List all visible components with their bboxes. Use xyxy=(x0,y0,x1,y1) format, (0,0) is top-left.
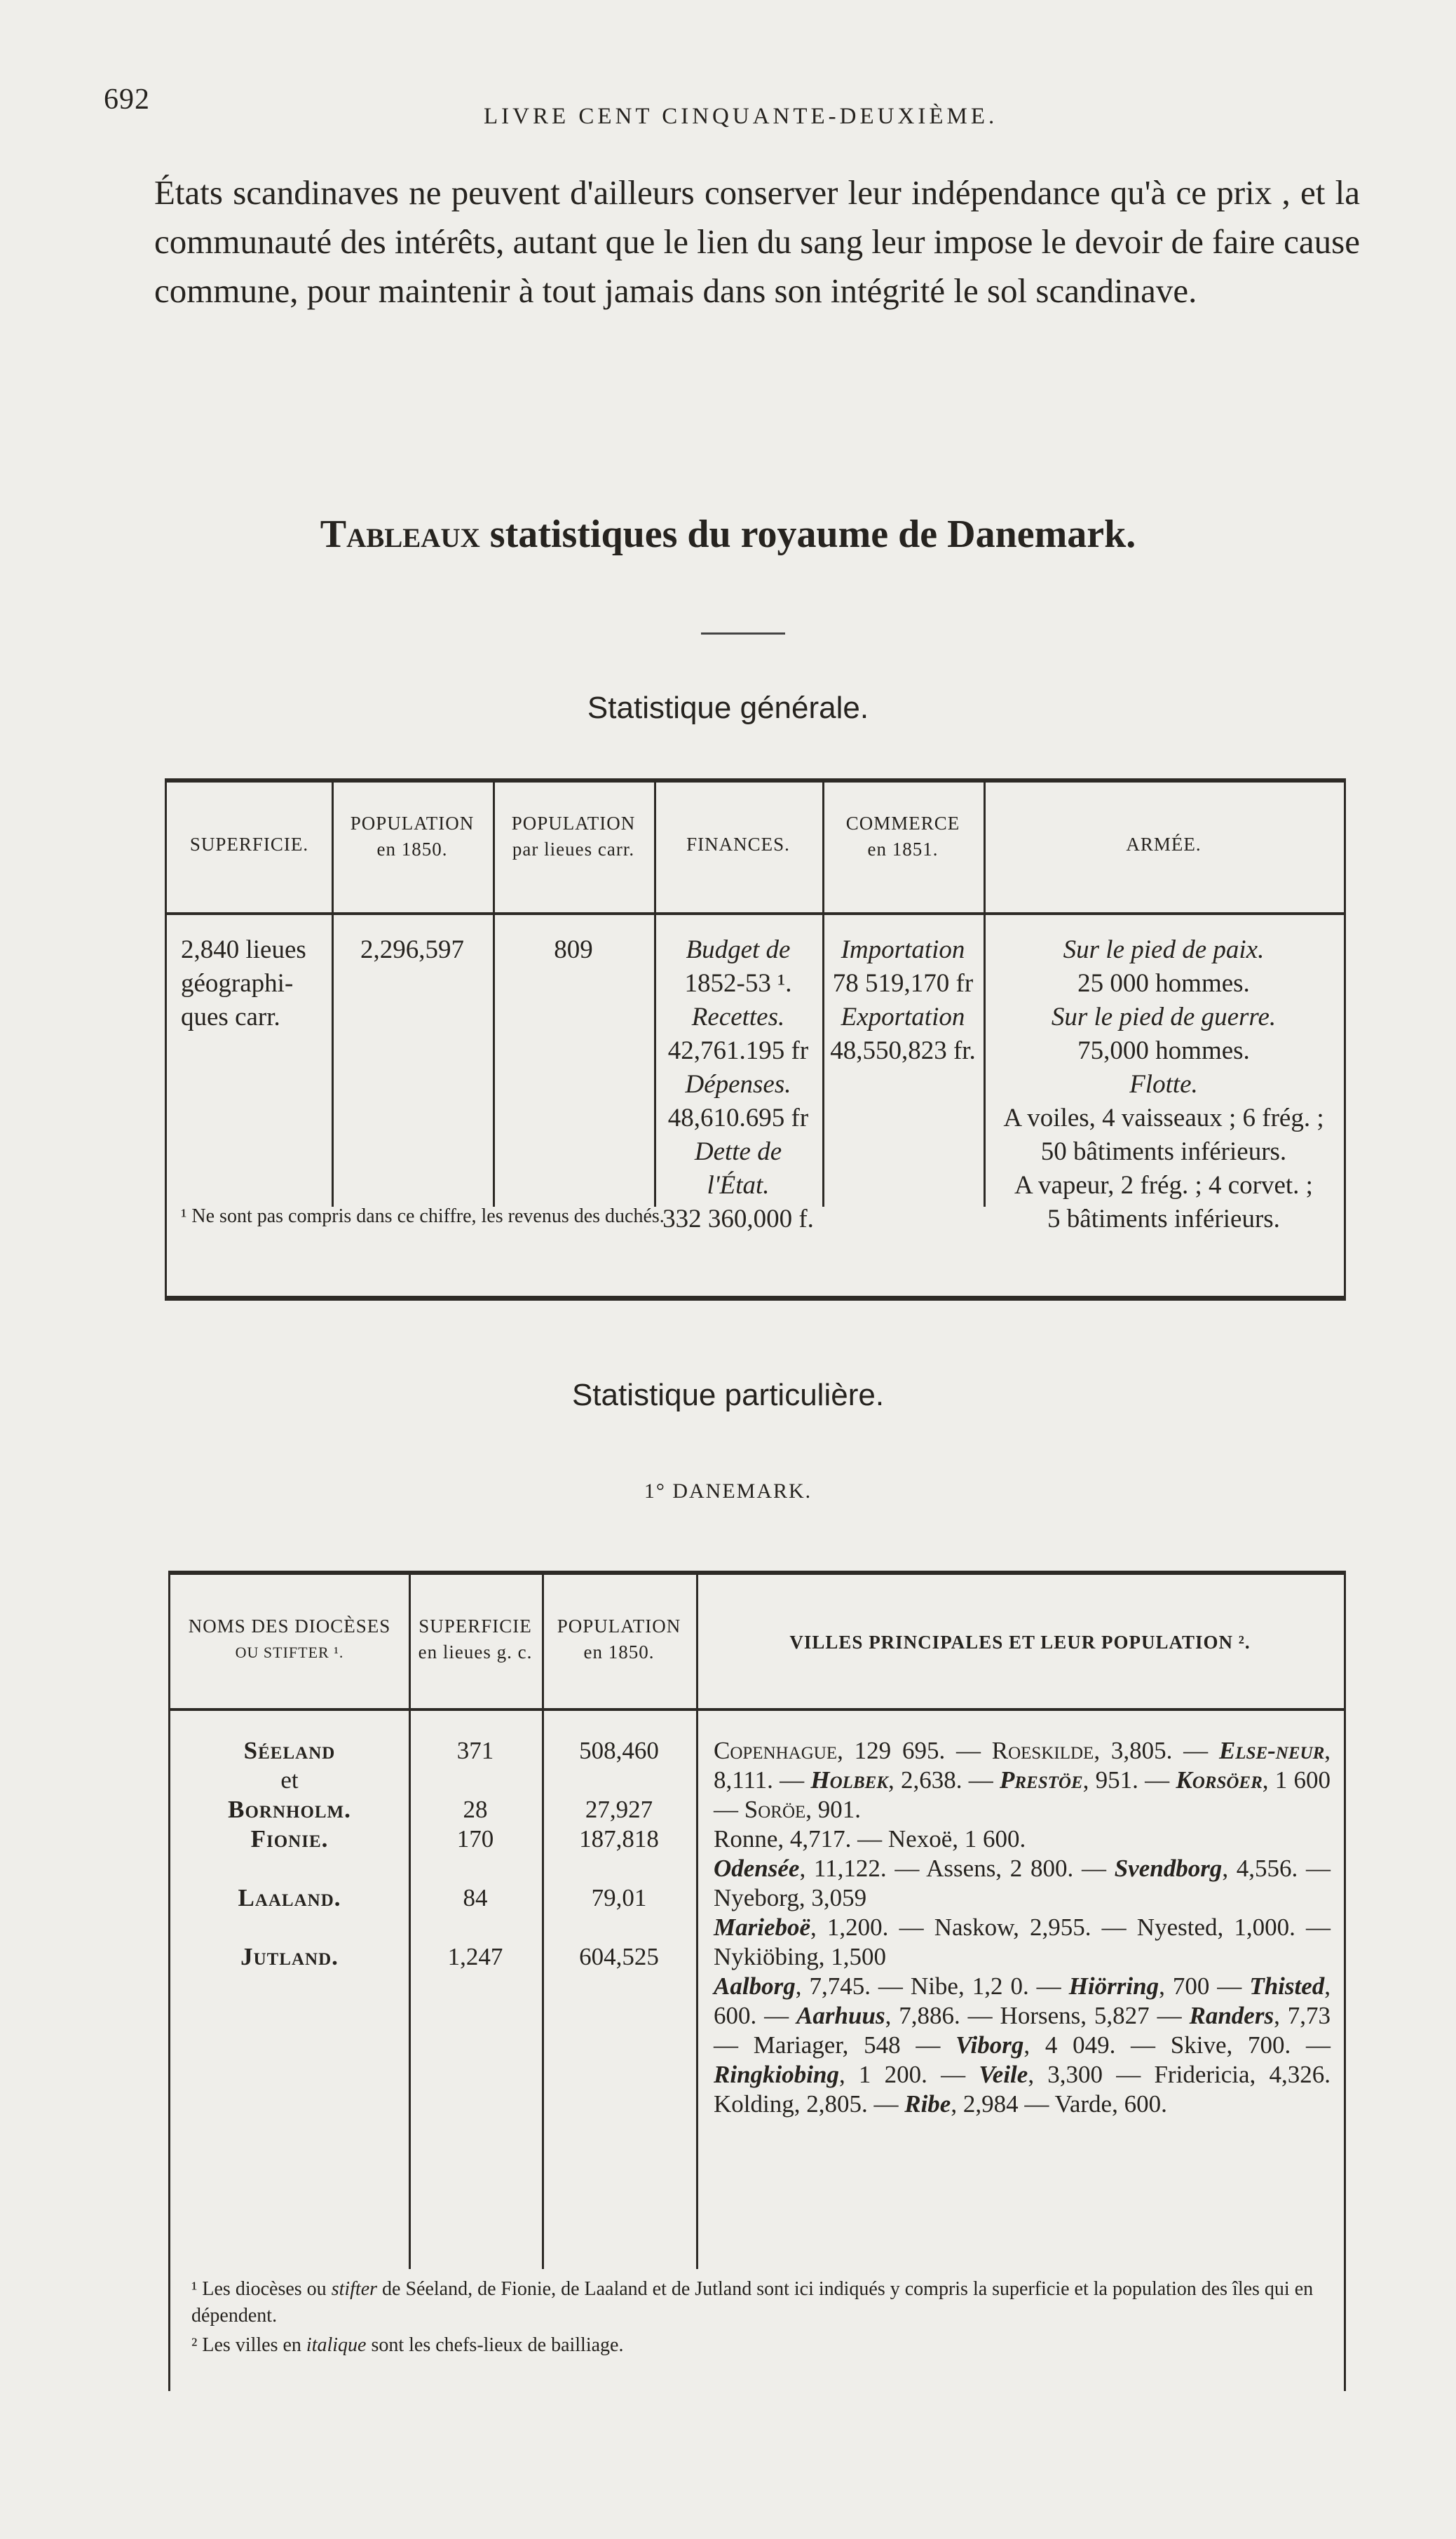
header-superficie: SUPERFICIE. xyxy=(189,834,309,855)
superficie-fionie: 170 xyxy=(456,1825,494,1853)
denmark-dioceses-table xyxy=(168,1571,1346,2391)
section-title-general: Statistique générale. xyxy=(587,691,869,725)
population-seeland: 508,460 xyxy=(579,1737,659,1764)
header-rule xyxy=(167,912,1344,915)
table1-footnote: ¹ Ne sont pas compris dans ce chiffre, les revenus des duchés. xyxy=(181,1205,665,1227)
main-title xyxy=(0,512,1456,557)
diocese-laaland: Laaland. xyxy=(238,1884,341,1911)
header-population-1850: POPULATION en 1850. xyxy=(350,813,475,860)
table2-body xyxy=(170,1736,1344,2283)
main-title-prefix: Tableaux xyxy=(320,513,480,556)
towns-fionie: Odensée, 11,122. — Assens, 2 800. — Svendborg, 4,556. — Nyeborg, 3,059 xyxy=(714,1855,1331,1911)
superficie-laaland: 84 xyxy=(463,1884,488,1911)
towns-bornholm: Ronne, 4,717. — Nexoë, 1 600. xyxy=(714,1825,1026,1853)
superficie-jutland: 1,247 xyxy=(447,1943,503,1970)
header-rule xyxy=(170,1708,1344,1711)
intro-paragraph: États scandinaves ne peuvent d'ailleurs conserver leur indépendance qu'à ce prix , et la communauté des intérêts, autant que le lien du sang leur impose le devoir de faire cause commune, pour maintenir à tout jamais dans son intégrité le sol scandinave. xyxy=(154,173,1360,310)
towns-jutland: Aalborg, 7,745. — Nibe, 1,2 0. — Hiörring, 700 — Thisted, 600. — Aarhuus, 7,886. — Horsens, 5,827 — Randers, 7,73 — Mariager, 548 — Viborg, 4 049. — Skive, 700. — Ringkiobing, 1 200. — Veile, 3,300 — Fridericia, 4,326. Kolding, 2,805. — Ribe, 2,984 — Varde, 600. xyxy=(714,1972,1331,2118)
cell-finances: Budget de 1852-53 ¹. Recettes. 42,761.195 fr Dépenses. 48,610.695 fr Dette de l'État. 332 360,000 f. xyxy=(662,935,814,1233)
towns-seeland: Copenhague, 129 695. — Roeskilde, 3,805. — Else-neur, 8,111. — Holbek, 2,638. — Prestöe, 951. — Korsöer, 1 600 — Soröe, 901. xyxy=(714,1737,1331,1823)
population-jutland: 604,525 xyxy=(579,1943,659,1970)
towns-laaland: Marieboë, 1,200. — Naskow, 2,955. — Nyested, 1,000. — Nykiöbing, 1,500 xyxy=(714,1914,1331,1970)
diocese-bornholm: Bornholm. xyxy=(228,1796,351,1823)
population-bornholm: 27,927 xyxy=(585,1796,653,1823)
superficie-bornholm: 28 xyxy=(463,1796,488,1823)
superficie-seeland: 371 xyxy=(456,1737,494,1764)
diocese-seeland: Séeland xyxy=(243,1737,336,1764)
header-armee: ARMÉE. xyxy=(1126,834,1202,855)
general-statistics-table xyxy=(165,778,1346,1301)
towns-list xyxy=(714,1736,1331,2119)
running-head: LIVRE CENT CINQUANTE-DEUXIÈME. xyxy=(484,104,998,129)
cell-population-1850: 2,296,597 xyxy=(360,935,464,964)
table2-footnote-2: ² Les villes en italique sont les chefs-lieux de bailliage. xyxy=(191,2334,624,2356)
population-fionie: 187,818 xyxy=(579,1825,659,1853)
cell-commerce: Importation 78 519,170 fr Exportation 48,550,823 fr. xyxy=(830,935,976,1065)
header-finances: FINANCES. xyxy=(686,834,790,855)
header-commerce: COMMERCE en 1851. xyxy=(845,813,960,860)
cell-armee: Sur le pied de paix. 25 000 hommes. Sur le pied de guerre. 75,000 hommes. Flotte. A voiles, 4 vaisseaux ; 6 frég. ; 50 bâtiments inférieurs. A vapeur, 2 frég. ; 4 corvet. ; 5 bâtiments inférieurs. xyxy=(1003,935,1324,1233)
section-subtitle-danemark: 1° DANEMARK. xyxy=(644,1480,812,1503)
header-population: POPULATION en 1850. xyxy=(557,1616,681,1663)
table2-footnote-1: ¹ Les diocèses ou stifter de Séeland, de Fionie, de Laaland et de Jutland sont ici indiqués y compris la superficie et la population des îles qui en dépendent. xyxy=(191,2278,1314,2327)
page-number: 692 xyxy=(104,83,150,116)
population-laaland: 79,01 xyxy=(591,1884,647,1911)
header-superficie: SUPERFICIE en lieues g. c. xyxy=(418,1616,533,1663)
diocese-fionie: Fionie. xyxy=(250,1825,329,1853)
cell-population-per-lieue: 809 xyxy=(554,935,593,964)
section-title-particular: Statistique particulière. xyxy=(571,1378,885,1412)
diocese-et: et xyxy=(280,1766,299,1794)
header-dioceses: NOMS DES DIOCÈSES OU STIFTER ¹. xyxy=(188,1616,391,1661)
title-divider xyxy=(701,632,785,635)
header-villes: VILLES PRINCIPALES ET LEUR POPULATION ². xyxy=(789,1632,1251,1653)
main-title-rest: statistiques du royaume de Danemark. xyxy=(479,513,1136,556)
cell-superficie: 2,840 lieues géographi- ques carr. xyxy=(181,935,306,1031)
diocese-jutland: Jutland. xyxy=(240,1943,339,1970)
header-population-lieues: POPULATION par lieues carr. xyxy=(511,813,636,860)
